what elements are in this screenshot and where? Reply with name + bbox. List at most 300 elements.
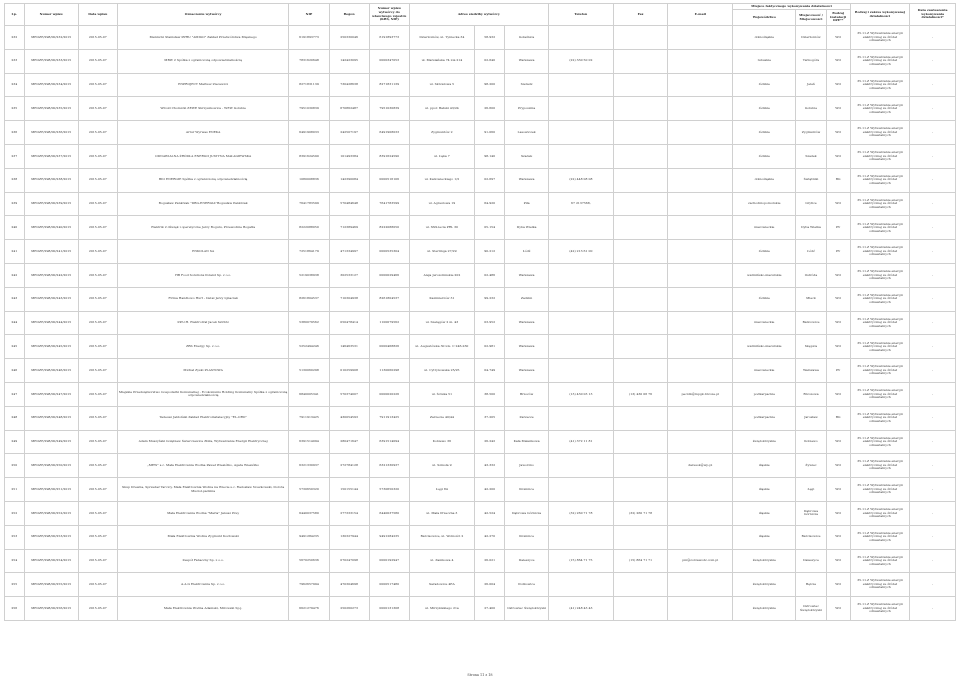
cell-data-wpisu: 2015-05-07 xyxy=(78,525,117,549)
cell-lp: 244 xyxy=(5,311,25,335)
cell-data-zawieszenia: - xyxy=(910,359,956,383)
cell-numer-wpisu: MEOZE/298/00/251/2015 xyxy=(24,478,78,502)
cell-lp: 253 xyxy=(5,525,25,549)
cell-nazwa: ENPROJECT Mariusz Ziecewicz xyxy=(117,73,289,97)
cell-wojewodztwo: łódzkie xyxy=(733,97,796,121)
cell-email xyxy=(668,240,733,264)
cell-nip: 8271831139 xyxy=(289,73,329,97)
cell-rodzaj-instalacji: WO xyxy=(826,501,850,525)
cell-numer-wpisu: MEOZE/298/00/254/2015 xyxy=(24,549,78,573)
header-nip: NIP xyxy=(289,4,329,26)
cell-miejscowosc: Żywiec xyxy=(796,454,826,478)
cell-nazwa: Michał Zyski PLASTOWA xyxy=(117,359,289,383)
header-miejscowosc: Miejscowość / Miejscowości xyxy=(796,10,826,26)
cell-miejscowosc: Mleck xyxy=(796,287,826,311)
cell-email xyxy=(668,144,733,168)
cell-wojewodztwo: mazowieckie xyxy=(733,311,796,335)
cell-nazwa: Bogusław Pankrzak "DBG-ENERGIA"Bogusław Pankrzak xyxy=(117,192,289,216)
cell-fax xyxy=(613,26,667,50)
cell-regon: 101493384 xyxy=(329,144,369,168)
cell-telefon xyxy=(548,454,613,478)
cell-krs: 5730650320 xyxy=(369,478,409,502)
cell-miasto: Pryposznia xyxy=(505,97,548,121)
table-row xyxy=(5,287,956,311)
cell-lp: 249 xyxy=(5,430,25,454)
cell-lp: 248 xyxy=(5,406,25,430)
cell-krs: 9491284235 xyxy=(369,525,409,549)
cell-kod-pocztowy: 26-004 xyxy=(474,573,504,597)
cell-fax xyxy=(613,573,667,597)
cell-email xyxy=(668,359,733,383)
cell-miejscowosc: Balicowice xyxy=(796,311,826,335)
cell-rodzaj-dzialalnosci: 35.11.Z Wytwarzanie energii elektrycznej ze źródeł odnawialnych xyxy=(850,501,910,525)
cell-rodzaj-instalacji: WO xyxy=(826,144,850,168)
cell-email xyxy=(668,311,733,335)
cell-miasto: Warszawa xyxy=(505,311,548,335)
cell-krs: 6391514094 xyxy=(369,430,409,454)
cell-nip: 5380079562 xyxy=(289,311,329,335)
cell-kod-pocztowy: 02-981 xyxy=(474,335,504,359)
cell-regon: 730428638 xyxy=(329,73,369,97)
cell-adres: ul. Augustówka 30 lok. C 246-230 xyxy=(409,335,474,359)
cell-data-zawieszenia: - xyxy=(910,97,956,121)
table-row xyxy=(5,573,956,597)
cell-adres: ul. ppor. Bałuki 43/24 xyxy=(409,97,474,121)
cell-numer-wpisu: MEOZE/298/00/242/2015 xyxy=(24,263,78,287)
cell-regon: 570484648 xyxy=(329,192,369,216)
cell-email xyxy=(668,406,733,430)
cell-nazwa: Firma Handlowo Hurt - Detal Jerzy Ignaciak xyxy=(117,287,289,311)
cell-kod-pocztowy: 90-212 xyxy=(474,240,504,264)
cell-krs: 6440037580 xyxy=(369,501,409,525)
cell-nazwa: Zespół Fabaczny Sp. z o.o. xyxy=(117,549,289,573)
cell-email xyxy=(668,501,733,525)
cell-numer-wpisu: MEOZE/298/00/237/2015 xyxy=(24,144,78,168)
cell-lp: 241 xyxy=(5,240,25,264)
table-row xyxy=(5,359,956,383)
cell-email xyxy=(668,430,733,454)
cell-data-zawieszenia: - xyxy=(910,549,956,573)
cell-numer-wpisu: MEOZE/298/00/236/2015 xyxy=(24,121,78,145)
cell-krs: 0000468826 xyxy=(369,335,409,359)
cell-rodzaj-dzialalnosci: 35.11.Z Wytwarzanie energii elektrycznej ze źródeł odnawialnych xyxy=(850,454,910,478)
register-table xyxy=(4,3,956,621)
cell-regon: 130327944 xyxy=(329,525,369,549)
cell-adres: Kazimierzów 31 xyxy=(409,287,474,311)
table-row xyxy=(5,97,956,121)
cell-telefon: (22) 330 50 02 xyxy=(548,49,613,73)
cell-kod-pocztowy: 58-932 xyxy=(474,26,504,50)
cell-krs: 8222088050 xyxy=(369,216,409,240)
cell-numer-wpisu: MEOZE/298/00/240/2015 xyxy=(24,216,78,240)
cell-telefon: (13) 430 03 13 xyxy=(548,382,613,406)
cell-miasto: Szadek xyxy=(505,144,548,168)
cell-kod-pocztowy: 26-242 xyxy=(474,430,504,454)
cell-miasto: Łódź xyxy=(505,240,548,264)
cell-regon: 150155144 xyxy=(329,478,369,502)
cell-fax xyxy=(613,216,667,240)
cell-rodzaj-dzialalnosci: 35.11.Z Wytwarzanie energii elektrycznej ze źródeł odnawialnych xyxy=(850,311,910,335)
cell-nip: 8222088050 xyxy=(289,216,329,240)
cell-miasto: Warszawa xyxy=(505,263,548,287)
cell-wojewodztwo: podkarpackie xyxy=(733,382,796,406)
cell-miasto: Brzozów xyxy=(505,382,548,406)
cell-rodzaj-dzialalnosci: 35.11.Z Wytwarzanie energii elektrycznej ze źródeł odnawialnych xyxy=(850,73,910,97)
cell-rodzaj-dzialalnosci: 35.11.Z Wytwarzanie energii elektrycznej ze źródeł odnawialnych xyxy=(850,573,910,597)
cell-rodzaj-dzialalnosci: 35.11.Z Wytwarzanie energii elektrycznej ze źródeł odnawialnych xyxy=(850,240,910,264)
cell-rodzaj-instalacji: WO xyxy=(826,549,850,573)
cell-kod-pocztowy: 05-154 xyxy=(474,216,504,240)
table-row xyxy=(5,263,956,287)
cell-telefon: 67 2137568, xyxy=(548,192,613,216)
cell-fax xyxy=(613,454,667,478)
table-row xyxy=(5,549,956,573)
cell-email xyxy=(668,168,733,192)
cell-kod-pocztowy: 37-205 xyxy=(474,406,504,430)
cell-fax: (13) 430 06 76 xyxy=(613,382,667,406)
cell-data-zawieszenia: - xyxy=(910,311,956,335)
cell-wojewodztwo: śląskie xyxy=(733,525,796,549)
header-krs: Numer wpisu wytwórcy do właściwego rejestru (KRS, NIP) xyxy=(369,4,409,26)
cell-rodzaj-dzialalnosci: 35.11.Z Wytwarzanie energii elektrycznej ze źródeł odnawialnych xyxy=(850,216,910,240)
cell-nazwa: MBW 2 Spółka z ograniczoną odpowiedzialnością xyxy=(117,49,289,73)
cell-lp: 254 xyxy=(5,549,25,573)
cell-rodzaj-instalacji: WO xyxy=(826,454,850,478)
cell-data-zawieszenia: - xyxy=(910,501,956,525)
cell-lp: 233 xyxy=(5,49,25,73)
header-telefon: Telefon xyxy=(548,4,613,26)
cell-nip: 8261804537 xyxy=(289,287,329,311)
cell-krs: 0000535304 xyxy=(369,240,409,264)
cell-adres: ul. Mała Przeczna 3 xyxy=(409,501,474,525)
cell-kod-pocztowy: 38-500 xyxy=(474,382,504,406)
cell-miasto: Warszawa xyxy=(505,359,548,383)
cell-email: pm@zorzawodz.com.pl xyxy=(668,549,733,573)
cell-data-wpisu: 2015-05-07 xyxy=(78,549,117,573)
cell-miasto: Podkowice xyxy=(505,573,548,597)
cell-rodzaj-dzialalnosci: 35.11.Z Wytwarzanie energii elektrycznej ze źródeł odnawialnych xyxy=(850,406,910,430)
cell-nazwa: HB Food Solutions Poland Sp. z o.o. xyxy=(117,263,289,287)
header-rodzaj-instalacji: Rodzaj instalacji OZE** xyxy=(826,10,850,26)
header-rodzaj-dzialalnosci: Rodzaj i zakres wykonywanej działalności xyxy=(850,4,910,26)
cell-data-wpisu: 2015-05-07 xyxy=(78,359,117,383)
cell-wojewodztwo: dolnośląskie xyxy=(733,26,796,50)
cell-nazwa: Witold Chomicki ZEWE Skrzyszkowice - WEW Golubie xyxy=(117,97,289,121)
cell-miasto: Dyba Wielka xyxy=(505,216,548,240)
header-adres: Adres siedziby wytwórcy xyxy=(409,4,548,26)
header-data-wpisu: Data wpisu xyxy=(78,4,117,26)
cell-krs: 1130060298 xyxy=(369,359,409,383)
cell-nazwa: A.A.G Elektrownia Sp. z o.o. xyxy=(117,573,289,597)
cell-lp: 256 xyxy=(5,597,25,621)
cell-krs: 7951030839 xyxy=(369,97,409,121)
cell-wojewodztwo: łódzkie xyxy=(733,73,796,97)
cell-data-wpisu: 2015-05-07 xyxy=(78,73,117,97)
cell-krs: 0000029466 xyxy=(369,263,409,287)
cell-data-zawieszenia: - xyxy=(910,240,956,264)
cell-nip: 5219038938 xyxy=(289,263,329,287)
cell-numer-wpisu: MEOZE/298/00/247/2015 xyxy=(24,382,78,406)
cell-nip: 5670250636 xyxy=(289,549,329,573)
cell-lp: 238 xyxy=(5,168,25,192)
cell-miejscowosc: Bęlcze xyxy=(796,573,826,597)
table-row xyxy=(5,144,956,168)
cell-data-zawieszenia: - xyxy=(910,382,956,406)
header-lp: Lp. xyxy=(5,4,25,26)
cell-wojewodztwo: świętokrzyskie xyxy=(733,430,796,454)
cell-regon: 302533127 xyxy=(329,263,369,287)
cell-numer-wpisu: MEOZE/298/00/235/2015 xyxy=(24,97,78,121)
cell-nip: 7831620648 xyxy=(289,49,329,73)
cell-fax xyxy=(613,49,667,73)
cell-numer-wpisu: MEOZE/298/00/248/2015 xyxy=(24,406,78,430)
cell-fax xyxy=(613,144,667,168)
cell-data-zawieszenia: - xyxy=(910,454,956,478)
cell-miejscowosc: Dzierżoniów xyxy=(796,26,826,50)
cell-krs: 0000192947 xyxy=(369,549,409,573)
cell-numer-wpisu: MEOZE/298/00/245/2015 xyxy=(24,335,78,359)
cell-fax xyxy=(613,287,667,311)
cell-krs: 6321330937 xyxy=(369,454,409,478)
cell-miejscowosc: Daleszyce xyxy=(796,549,826,573)
header-wojewodztwo: Województwo xyxy=(733,10,796,26)
cell-rodzaj-instalacji: WO xyxy=(826,597,850,621)
cell-nip: 7951030839 xyxy=(289,97,329,121)
cell-krs: 8261804537 xyxy=(369,287,409,311)
header-email: E-mail xyxy=(668,4,733,26)
cell-fax xyxy=(613,359,667,383)
cell-data-wpisu: 2015-05-07 xyxy=(78,97,117,121)
page-footer: Strona 11 z 18 xyxy=(467,673,493,677)
cell-fax xyxy=(613,525,667,549)
cell-data-wpisu: 2015-05-07 xyxy=(78,382,117,406)
cell-telefon xyxy=(548,26,613,50)
cell-data-wpisu: 2015-05-07 xyxy=(78,26,117,50)
cell-miejscowosc: Łęgi xyxy=(796,478,826,502)
cell-rodzaj-dzialalnosci: 35.11.Z Wytwarzanie energii elektrycznej ze źródeł odnawialnych xyxy=(850,26,910,50)
cell-telefon: (32) 260 71 78 xyxy=(548,501,613,525)
cell-data-wpisu: 2015-05-07 xyxy=(78,263,117,287)
cell-rodzaj-instalacji: WO xyxy=(826,382,850,406)
cell-kod-pocztowy: 91-060 xyxy=(474,121,504,145)
cell-lp: 255 xyxy=(5,573,25,597)
header-numer-wpisu: Numer wpisu xyxy=(24,4,78,26)
header-data-zawieszenia: Data zawieszenia wykonywania działalności* xyxy=(910,4,956,26)
cell-fax xyxy=(613,240,667,264)
cell-nazwa: Miejskie Przedsiębiorstwo Gospodarki Komunalnej - Ecokomunis Holding Komunalny Spółka z ograniczoną odpowiedzialnością xyxy=(117,382,289,406)
cell-regon: 280471647 xyxy=(329,430,369,454)
cell-telefon: (42) 213 61 00 xyxy=(548,240,613,264)
cell-rodzaj-dzialalnosci: 35.11.Z Wytwarzanie energii elektrycznej ze źródeł odnawialnych xyxy=(850,359,910,383)
cell-data-zawieszenia: - xyxy=(910,478,956,502)
cell-fax xyxy=(613,73,667,97)
cell-fax xyxy=(613,97,667,121)
cell-miejscowosc: Zygmuntów xyxy=(796,121,826,145)
cell-data-wpisu: 2015-05-07 xyxy=(78,406,117,430)
cell-rodzaj-instalacji: WO xyxy=(826,49,850,73)
cell-rodzaj-dzialalnosci: 35.11.Z Wytwarzanie energii elektrycznej ze źródeł odnawialnych xyxy=(850,382,910,406)
cell-regon: 272784128 xyxy=(329,454,369,478)
cell-telefon xyxy=(548,121,613,145)
cell-nazwa: Adam Muszyński Gołębiew Świerczewice Zbiła, Wytwarzanie Energii Elektrycznej xyxy=(117,430,289,454)
cell-data-zawieszenia: - xyxy=(910,192,956,216)
cell-numer-wpisu: MEOZE/298/00/256/2015 xyxy=(24,597,78,621)
cell-nazwa: Elektrik 2 dźwięk i operetyczne Jerzy Bogulu, Przewodnie Bogatła xyxy=(117,216,289,240)
cell-krs: 1100079562 xyxy=(369,311,409,335)
cell-data-zawieszenia: - xyxy=(910,406,956,430)
cell-kod-pocztowy: 03-952 xyxy=(474,311,504,335)
cell-regon: 142390084 xyxy=(329,168,369,192)
cell-telefon: (41) 248 43 43 xyxy=(548,597,613,621)
cell-numer-wpisu: MEOZE/298/00/253/2015 xyxy=(24,525,78,549)
cell-nip: 5252494246 xyxy=(289,335,329,359)
cell-lp: 250 xyxy=(5,454,25,478)
cell-nazwa: BIO ENERGIE Spółka z ograniczoną odpowiedzialnością xyxy=(117,168,289,192)
cell-numer-wpisu: MEOZE/298/00/252/2015 xyxy=(24,501,78,525)
cell-fax: (15) 864 71 71 xyxy=(613,549,667,573)
cell-lp: 245 xyxy=(5,335,25,359)
cell-data-zawieszenia: - xyxy=(910,121,956,145)
cell-regon: 277333154 xyxy=(329,501,369,525)
table-row xyxy=(5,335,956,359)
cell-wojewodztwo: mazowieckie xyxy=(733,359,796,383)
cell-kod-pocztowy: 02-640 xyxy=(474,49,504,73)
cell-regon: 050478414 xyxy=(329,311,369,335)
cell-nazwa: Tadeusz Jabłoński Zakład Elektroinstalacyjny "EL-ORO" xyxy=(117,406,289,430)
cell-email xyxy=(668,97,733,121)
cell-lp: 236 xyxy=(5,121,25,145)
cell-rodzaj-instalacji: WO xyxy=(826,525,850,549)
cell-data-wpisu: 2015-05-07 xyxy=(78,240,117,264)
cell-nip: 7911913425 xyxy=(289,406,329,430)
cell-telefon: (41) 372 11 81 xyxy=(548,430,613,454)
cell-data-wpisu: 2015-05-07 xyxy=(78,192,117,216)
cell-nazwa: Mała Elektrownia Wodna Adamski, Mirowski Sp.j. xyxy=(117,597,289,621)
cell-krs: 8391624590 xyxy=(369,144,409,168)
table-row xyxy=(5,49,956,73)
cell-rodzaj-dzialalnosci: 35.11.Z Wytwarzanie energii elektrycznej ze źródeł odnawialnych xyxy=(850,430,910,454)
cell-numer-wpisu: MEOZE/298/00/249/2015 xyxy=(24,430,78,454)
cell-kod-pocztowy: 26-021 xyxy=(474,549,504,573)
cell-nip: 8391624590 xyxy=(289,144,329,168)
table-row xyxy=(5,597,956,621)
cell-data-zawieszenia: - xyxy=(910,573,956,597)
cell-krs: 6491908033 xyxy=(369,121,409,145)
cell-data-wpisu: 2015-05-07 xyxy=(78,49,117,73)
cell-data-wpisu: 2015-05-07 xyxy=(78,573,117,597)
cell-regon: 146463531 xyxy=(329,335,369,359)
cell-nip: 7962657994 xyxy=(289,573,329,597)
cell-miejscowosc: Ostrowiec Świętokrzyski xyxy=(796,597,826,621)
cell-nazwa: Mała Elektrownia Wodna Zygmunt Kozłowski xyxy=(117,525,289,549)
cell-numer-wpisu: MEOZE/298/00/244/2015 xyxy=(24,311,78,335)
cell-adres: ul. Mirzykiskiego 21a xyxy=(409,597,474,621)
cell-nip: 1080008836 xyxy=(289,168,329,192)
cell-email xyxy=(668,335,733,359)
cell-kod-pocztowy: 26-600 xyxy=(474,97,504,121)
cell-miejscowosc: Barcisowice xyxy=(796,525,826,549)
cell-miejscowosc: Dąbrowa Górnicza xyxy=(796,501,826,525)
cell-fax xyxy=(613,311,667,335)
cell-regon: 010259908 xyxy=(329,359,369,383)
cell-adres: ul. Ściuka 51 xyxy=(409,382,474,406)
cell-regon: 470304698 xyxy=(329,573,369,597)
cell-data-wpisu: 2015-05-07 xyxy=(78,287,117,311)
cell-rodzaj-instalacji: WO xyxy=(826,335,850,359)
cell-regon: 471334997 xyxy=(329,240,369,264)
cell-telefon: (22) 448 08 08 xyxy=(548,168,613,192)
cell-adres: Łęgi 84 xyxy=(409,478,474,502)
cell-krs: 8271831139 xyxy=(369,73,409,97)
cell-telefon xyxy=(548,359,613,383)
cell-rodzaj-instalacji: WO xyxy=(826,287,850,311)
table-row xyxy=(5,478,956,502)
cell-rodzaj-dzialalnosci: 35.11.Z Wytwarzanie energii elektrycznej ze źródeł odnawialnych xyxy=(850,549,910,573)
cell-email xyxy=(668,478,733,502)
header-miejsce-group: Miejsce faktycznego wykonywania działalności xyxy=(733,4,850,10)
cell-adres: Zarzecze 40/44 xyxy=(409,406,474,430)
cell-telefon: (15) 864 71 75 xyxy=(548,549,613,573)
cell-data-wpisu: 2015-05-07 xyxy=(78,478,117,502)
cell-regon: 070247098 xyxy=(329,549,369,573)
cell-lp: 237 xyxy=(5,144,25,168)
cell-kod-pocztowy: 02-486 xyxy=(474,263,504,287)
cell-rodzaj-instalacji: WO xyxy=(826,573,850,597)
cell-rodzaj-instalacji: WO xyxy=(826,478,850,502)
cell-numer-wpisu: MEOZE/298/00/250/2015 xyxy=(24,454,78,478)
cell-telefon xyxy=(548,478,613,502)
table-row xyxy=(5,501,956,525)
cell-miasto: Warszawa xyxy=(505,335,548,359)
cell-rodzaj-instalacji: WO xyxy=(826,192,850,216)
cell-telefon xyxy=(548,144,613,168)
cell-data-wpisu: 2015-05-07 xyxy=(78,121,117,145)
cell-numer-wpisu: MEOZE/298/00/255/2015 xyxy=(24,573,78,597)
cell-rodzaj-dzialalnosci: 35.11.Z Wytwarzanie energii elektrycznej ze źródeł odnawialnych xyxy=(850,192,910,216)
cell-lp: 232 xyxy=(5,26,25,50)
cell-wojewodztwo: śląskie xyxy=(733,478,796,502)
cell-telefon xyxy=(548,263,613,287)
cell-adres: ul. Sterlinga 27/29 xyxy=(409,240,474,264)
cell-numer-wpisu: MEOZE/298/00/232/2015 xyxy=(24,26,78,50)
cell-krs: 7641783599 xyxy=(369,192,409,216)
cell-rodzaj-dzialalnosci: 35.11.Z Wytwarzanie energii elektrycznej ze źródeł odnawialnych xyxy=(850,49,910,73)
cell-wojewodztwo: łódzkie xyxy=(733,287,796,311)
cell-telefon xyxy=(548,573,613,597)
cell-fax xyxy=(613,121,667,145)
cell-nip: 6191893773 xyxy=(289,26,329,50)
cell-wojewodztwo: śląskie xyxy=(733,454,796,478)
register-rows xyxy=(5,26,956,621)
table-row xyxy=(5,216,956,240)
cell-rodzaj-instalacji: WO xyxy=(826,430,850,454)
cell-data-wpisu: 2015-05-07 xyxy=(78,501,117,525)
cell-data-zawieszenia: - xyxy=(910,49,956,73)
cell-data-zawieszenia: - xyxy=(910,26,956,50)
cell-wojewodztwo: warmińsko-mazurskie xyxy=(733,263,796,287)
cell-data-wpisu: 2015-05-07 xyxy=(78,335,117,359)
cell-adres: ul. XXX-lecia PRL 30 xyxy=(409,216,474,240)
cell-fax xyxy=(613,406,667,430)
cell-telefon xyxy=(548,73,613,97)
cell-email xyxy=(668,597,733,621)
cell-lp: 240 xyxy=(5,216,25,240)
cell-lp: 239 xyxy=(5,192,25,216)
cell-kod-pocztowy: 02-697 xyxy=(474,168,504,192)
cell-numer-wpisu: MEOZE/298/00/239/2015 xyxy=(24,192,78,216)
cell-wojewodztwo: łódzkie xyxy=(733,144,796,168)
cell-email xyxy=(668,573,733,597)
